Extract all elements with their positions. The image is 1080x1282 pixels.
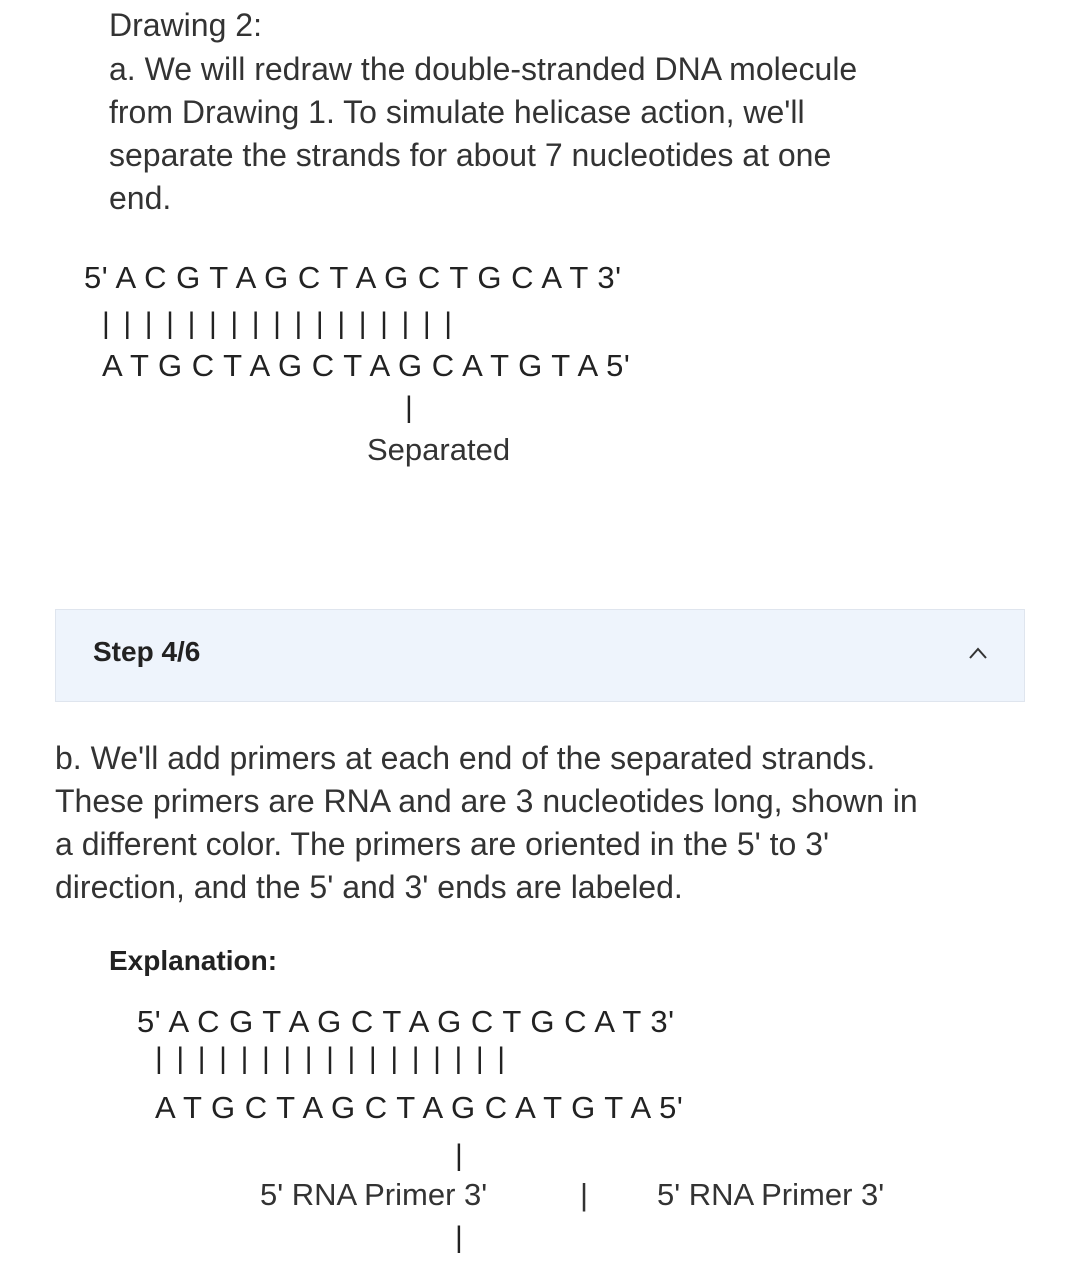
step-label: Step 4/6 bbox=[93, 636, 201, 667]
separation-marker: | bbox=[455, 1139, 477, 1172]
drawing-text-line: separate the strands for about 7 nucleotides at one bbox=[109, 137, 832, 173]
part-b-line: direction, and the 5' and 3' ends are labeled. bbox=[55, 869, 683, 905]
drawing-title: Drawing 2: bbox=[109, 7, 262, 43]
drawing-text-line: from Drawing 1. To simulate helicase action, we'll bbox=[109, 94, 805, 130]
part-b-line: a different color. The primers are oriented in the 5' to 3' bbox=[55, 826, 830, 862]
dna-bottom-strand: A T G C T A G C T A G C A T G T A 5' bbox=[155, 1090, 684, 1125]
dna-top-strand: 5' A C G T A G C T A G C T G C A T 3' bbox=[137, 1004, 675, 1039]
explanation-heading: Explanation: bbox=[109, 945, 278, 976]
separation-marker: | bbox=[455, 1221, 477, 1254]
dna-bottom-strand: A T G C T A G C T A G C A T G T A 5' bbox=[102, 348, 631, 383]
part-b-line: b. We'll add primers at each end of the separated strands. bbox=[55, 740, 876, 776]
primer-divider: | bbox=[580, 1177, 589, 1212]
base-pair-bonds: ||||||||||||||||| bbox=[155, 1042, 519, 1075]
primer-left-label: 5' RNA Primer 3' bbox=[260, 1177, 488, 1212]
drawing-text-line: end. bbox=[109, 180, 172, 216]
step-header[interactable] bbox=[55, 609, 1025, 702]
separated-label: Separated bbox=[367, 432, 511, 467]
drawing-text-line: a. We will redraw the double-stranded DNA molecule bbox=[109, 51, 858, 87]
separation-marker: | bbox=[405, 391, 427, 424]
chevron-up-icon[interactable] bbox=[968, 644, 988, 664]
part-b-line: These primers are RNA and are 3 nucleotides long, shown in bbox=[55, 783, 918, 819]
base-pair-bonds: ||||||||||||||||| bbox=[102, 307, 466, 340]
dna-top-strand: 5' A C G T A G C T A G C T G C A T 3' bbox=[84, 260, 622, 295]
primer-right-label: 5' RNA Primer 3' bbox=[657, 1177, 885, 1212]
